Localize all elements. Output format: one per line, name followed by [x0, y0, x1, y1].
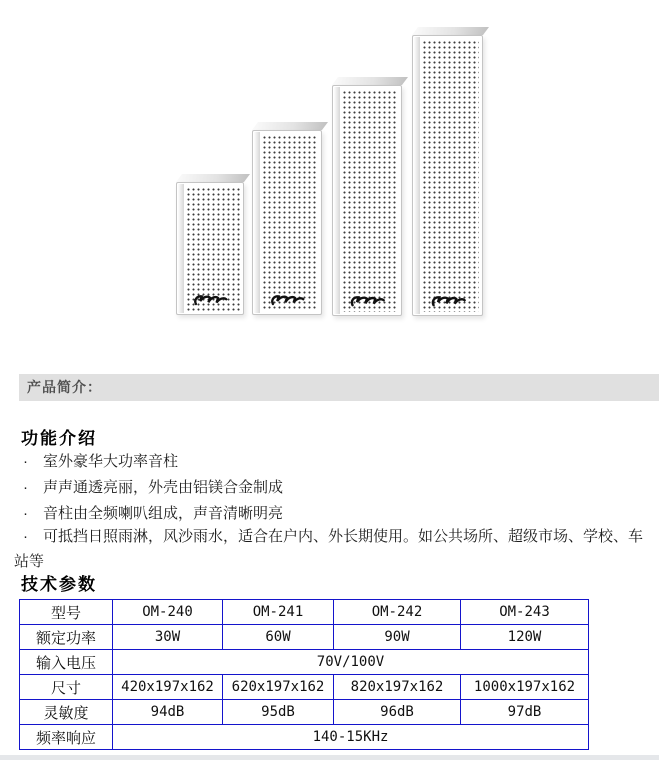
cell-value: OM-241	[223, 600, 334, 625]
row-label: 输入电压	[20, 650, 113, 675]
speaker-front-face	[176, 182, 244, 315]
row-label: 尺寸	[20, 675, 113, 700]
bottom-divider	[0, 755, 659, 760]
speaker-image-3	[332, 77, 402, 316]
specs-heading: 技术参数	[21, 575, 97, 594]
cell-value-merged: 70V/100V	[113, 650, 589, 675]
brand-logo-icon	[192, 292, 229, 306]
bullet-dot-icon: ·	[23, 479, 28, 496]
speaker-top-cap	[412, 27, 489, 35]
cell-value: 30W	[113, 625, 223, 650]
cell-value-merged: 140-15KHz	[113, 725, 589, 750]
speaker-top-cap	[252, 122, 328, 130]
speaker-top-cap	[332, 77, 408, 85]
table-row-rated-power	[20, 625, 589, 650]
cell-value: 90W	[334, 625, 461, 650]
product-photo	[0, 0, 659, 345]
speaker-grille	[421, 39, 479, 312]
bullet-dot-icon: ·	[23, 528, 28, 545]
cell-value: 620x197x162	[223, 675, 334, 700]
speaker-side-edge	[178, 184, 184, 313]
cell-value: 420x197x162	[113, 675, 223, 700]
row-label: 频率响应	[20, 725, 113, 750]
cell-value: 95dB	[223, 700, 334, 725]
table-row-model	[20, 600, 589, 625]
cell-value: OM-243	[461, 600, 589, 625]
table-row-sensitivity	[20, 700, 589, 725]
speaker-front-face	[252, 130, 322, 315]
cell-value: 97dB	[461, 700, 589, 725]
speaker-front-face	[412, 35, 483, 316]
section-bar-product-intro: 产品简介：	[19, 374, 659, 401]
speaker-grille	[261, 134, 318, 311]
features-heading: 功能介绍	[21, 429, 97, 448]
row-label: 型号	[20, 600, 113, 625]
feature-item	[14, 501, 643, 526]
cell-value: 94dB	[113, 700, 223, 725]
table-row-input-voltage	[20, 650, 589, 675]
bullet-dot-icon: ·	[23, 505, 28, 522]
row-label: 额定功率	[20, 625, 113, 650]
bullet-dot-icon: ·	[23, 453, 28, 470]
cell-value: 1000x197x162	[461, 675, 589, 700]
cell-value: 120W	[461, 625, 589, 650]
spec-table	[19, 599, 589, 750]
feature-text: 声声通透亮丽，外壳由铝镁合金制成	[43, 479, 284, 496]
speaker-side-edge	[254, 132, 260, 313]
speaker-image-1	[176, 174, 244, 315]
speaker-side-edge	[334, 87, 340, 314]
row-label: 灵敏度	[20, 700, 113, 725]
speaker-front-face	[332, 85, 402, 316]
speaker-image-4	[412, 27, 483, 316]
table-row-frequency-response	[20, 725, 589, 750]
cell-value: 820x197x162	[334, 675, 461, 700]
cell-value: 96dB	[334, 700, 461, 725]
feature-item	[14, 524, 643, 574]
feature-text: 室外豪华大功率音柱	[43, 453, 179, 470]
speaker-grille	[341, 89, 398, 312]
table-row-dimensions	[20, 675, 589, 700]
cell-value: OM-242	[334, 600, 461, 625]
cell-value: 60W	[223, 625, 334, 650]
speaker-side-edge	[414, 37, 420, 314]
brand-logo-icon	[269, 292, 306, 306]
feature-text: 可抵挡日照雨淋，风沙雨水，适合在户内、外长期使用。如公共场所、超级市场、学校、车站等	[14, 528, 644, 570]
speaker-image-2	[252, 122, 322, 315]
feature-item	[14, 449, 643, 474]
feature-item	[14, 475, 643, 500]
cell-value: OM-240	[113, 600, 223, 625]
speaker-top-cap	[176, 174, 250, 182]
feature-text: 音柱由全频喇叭组成，声音清晰明亮	[43, 505, 284, 522]
